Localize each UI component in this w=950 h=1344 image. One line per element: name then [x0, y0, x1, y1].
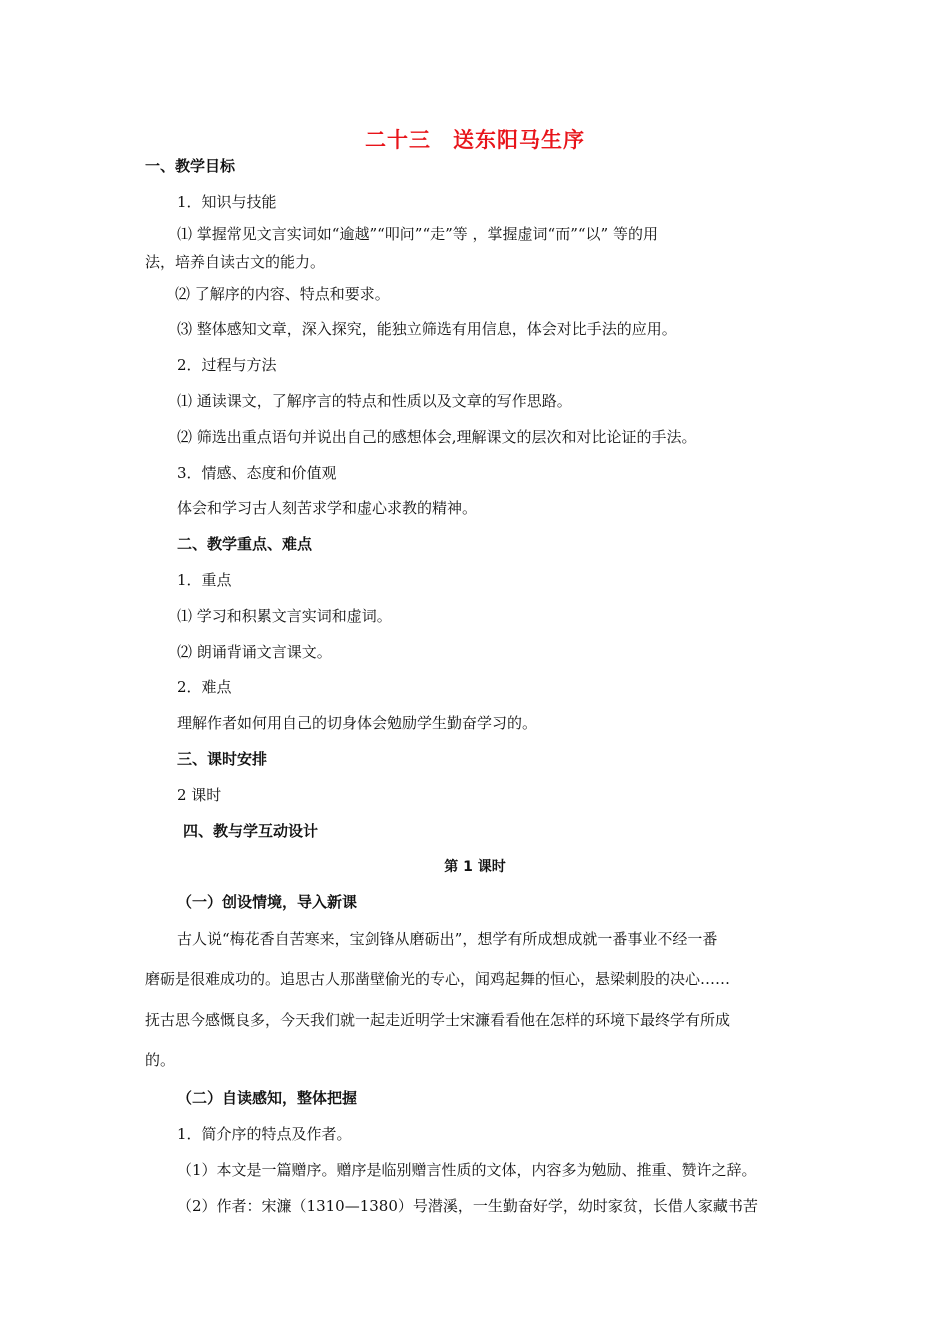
text-line: 理解作者如何用自己的切身体会勉励学生勤奋学习的。 — [177, 714, 538, 732]
subheading-process: 2．过程与方法 — [177, 356, 277, 374]
section-heading-interaction: 四、教与学互动设计 — [183, 822, 319, 840]
page-title: 二十三 送东阳马生序 — [365, 128, 585, 152]
text-line: 古人说“梅花香自苦寒来，宝剑锋从磨砺出”，想学有所成想成就一番事业不经一番 — [177, 930, 718, 948]
text-line: 磨砺是很难成功的。追思古人那凿壁偷光的专心，闻鸡起舞的恒心，悬梁刺股的决心…… — [145, 970, 731, 988]
subheading-difficulties: 2．难点 — [177, 678, 232, 696]
text-line: （1）本文是一篇赠序。赠序是临别赠言性质的文体，内容多为勉励、推重、赞许之辞。 — [177, 1161, 757, 1179]
lesson-heading: 第 1 课时 — [444, 859, 506, 875]
text-line: 的。 — [145, 1051, 176, 1069]
text-line: 1．简介序的特点及作者。 — [177, 1125, 352, 1143]
subsection-heading-reading: （二）自读感知，整体把握 — [177, 1089, 358, 1107]
text-line: 体会和学习古人刻苦求学和虚心求教的精神。 — [177, 499, 478, 517]
text-line: ⑴ 学习和积累文言实词和虚词。 — [177, 607, 392, 625]
section-heading-objectives: 一、教学目标 — [145, 157, 236, 175]
text-line: ⑵ 了解序的内容、特点和要求。 — [175, 285, 390, 303]
section-heading-schedule: 三、课时安排 — [177, 750, 268, 768]
subheading-values: 3．情感、态度和价值观 — [177, 464, 337, 482]
text-line: 法，培养自读古文的能力。 — [145, 253, 326, 271]
text-line: 2 课时 — [177, 786, 222, 804]
text-line: ⑶ 整体感知文章，深入探究，能独立筛选有用信息，体会对比手法的应用。 — [177, 320, 677, 338]
subheading-knowledge: 1．知识与技能 — [177, 193, 277, 211]
text-line: 抚古思今感慨良多，今天我们就一起走近明学士宋濂看看他在怎样的环境下最终学有所成 — [145, 1011, 731, 1029]
section-heading-focus: 二、教学重点、难点 — [177, 535, 313, 553]
text-line: ⑴ 掌握常见文言实词如“逾越”“叩问”“走”等 ，掌握虚词“而”“以” 等的用 — [177, 225, 658, 243]
text-line: ⑵ 筛选出重点语句并说出自己的感想体会,理解课文的层次和对比论证的手法。 — [177, 428, 697, 446]
subsection-heading-intro: （一）创设情境，导入新课 — [177, 893, 358, 911]
text-line: ⑵ 朗诵背诵文言课文。 — [177, 643, 332, 661]
subheading-key-points: 1．重点 — [177, 571, 232, 589]
text-line: ⑴ 通读课文，了解序言的特点和性质以及文章的写作思路。 — [177, 392, 572, 410]
text-line: （2）作者：宋濂（1310—1380）号潜溪，一生勤奋好学，幼时家贫，长借人家藏书苦 — [177, 1197, 758, 1215]
